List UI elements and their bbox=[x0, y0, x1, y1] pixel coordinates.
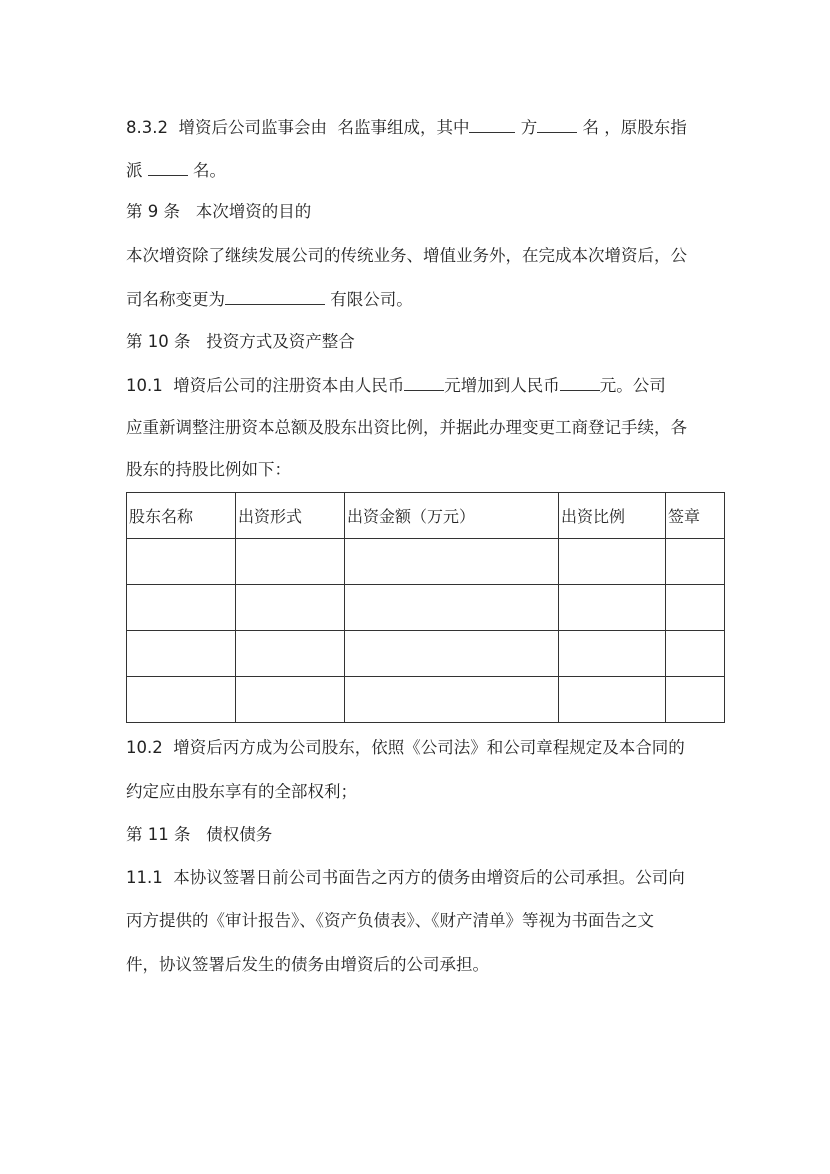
header-cell: 出资形式 bbox=[236, 493, 345, 539]
clause-8-3-2-line1 bbox=[126, 116, 687, 139]
table-cell[interactable] bbox=[559, 677, 666, 723]
table-cell[interactable] bbox=[559, 539, 666, 585]
clause-10-1-line2: 应重新调整注册资本总额及股东出资比例，并据此办理变更工商登记手续，各 bbox=[126, 418, 687, 437]
text: 8.3.2 增资后公司监事会由 名监事组成，其中 bbox=[126, 118, 470, 137]
text: 有限公司。 bbox=[325, 290, 413, 309]
clause-8-3-2-line2 bbox=[126, 159, 226, 182]
clause-10-1-line3: 股东的持股比例如下： bbox=[126, 460, 291, 479]
text: 元。公司 bbox=[599, 376, 666, 395]
header-cell: 签章 bbox=[666, 493, 725, 539]
shareholder-table bbox=[126, 492, 725, 723]
article-9-line2 bbox=[126, 288, 413, 311]
clause-10-2-line2: 约定应由股东享有的全部权利； bbox=[126, 782, 357, 801]
article-9-heading: 第 9 条 本次增资的目的 bbox=[126, 202, 312, 221]
table-cell[interactable] bbox=[127, 631, 236, 677]
table-cell[interactable] bbox=[127, 677, 236, 723]
article-10-heading: 第 10 条 投资方式及资产整合 bbox=[126, 332, 355, 351]
table-cell[interactable] bbox=[345, 585, 559, 631]
table-cell[interactable] bbox=[666, 539, 725, 585]
table-header-row bbox=[127, 493, 725, 539]
table-cell[interactable] bbox=[559, 631, 666, 677]
table-cell[interactable] bbox=[236, 677, 345, 723]
text: 元增加到人民币 bbox=[444, 376, 560, 395]
table-row bbox=[127, 585, 725, 631]
blank-field[interactable] bbox=[404, 374, 444, 391]
article-11-heading: 第 11 条 债权债务 bbox=[126, 825, 273, 844]
table-row bbox=[127, 539, 725, 585]
table-cell[interactable] bbox=[127, 585, 236, 631]
blank-field[interactable] bbox=[537, 116, 577, 133]
text: 名 ，原股东指 bbox=[577, 118, 687, 137]
text: 司名称变更为 bbox=[126, 290, 225, 309]
table-row bbox=[127, 631, 725, 677]
blank-field[interactable] bbox=[148, 159, 188, 176]
header-cell: 出资比例 bbox=[559, 493, 666, 539]
header-cell: 股东名称 bbox=[127, 493, 236, 539]
blank-field[interactable] bbox=[560, 374, 600, 391]
text: 10.1 增资后公司的注册资本由人民币 bbox=[126, 376, 405, 395]
table-cell[interactable] bbox=[666, 677, 725, 723]
clause-11-1-line1: 11.1 本协议签署日前公司书面告之丙方的债务由增资后的公司承担。公司向 bbox=[126, 868, 685, 887]
article-9-line1: 本次增资除了继续发展公司的传统业务、增值业务外，在完成本次增资后，公 bbox=[126, 246, 687, 265]
table-cell[interactable] bbox=[345, 631, 559, 677]
blank-field[interactable] bbox=[225, 288, 325, 305]
table-cell[interactable] bbox=[236, 585, 345, 631]
table-cell[interactable] bbox=[127, 539, 236, 585]
table-cell[interactable] bbox=[236, 631, 345, 677]
text: 派 bbox=[126, 161, 148, 180]
table-row bbox=[127, 677, 725, 723]
clause-11-1-line3: 件，协议签署后发生的债务由增资后的公司承担。 bbox=[126, 955, 489, 974]
text: 方 bbox=[515, 118, 538, 137]
table-cell[interactable] bbox=[345, 539, 559, 585]
table-cell[interactable] bbox=[559, 585, 666, 631]
text: 名。 bbox=[187, 161, 226, 180]
table-cell[interactable] bbox=[345, 677, 559, 723]
table-cell[interactable] bbox=[666, 631, 725, 677]
table-cell[interactable] bbox=[666, 585, 725, 631]
header-cell: 出资金额（万元） bbox=[345, 493, 559, 539]
blank-field[interactable] bbox=[469, 116, 515, 133]
clause-10-1-line1 bbox=[126, 374, 666, 397]
table-cell[interactable] bbox=[236, 539, 345, 585]
clause-11-1-line2: 丙方提供的《审计报告》、《资产负债表》、《财产清单》等视为书面告之文 bbox=[126, 911, 654, 930]
clause-10-2-line1: 10.2 增资后丙方成为公司股东，依照《公司法》和公司章程规定及本合同的 bbox=[126, 738, 685, 757]
